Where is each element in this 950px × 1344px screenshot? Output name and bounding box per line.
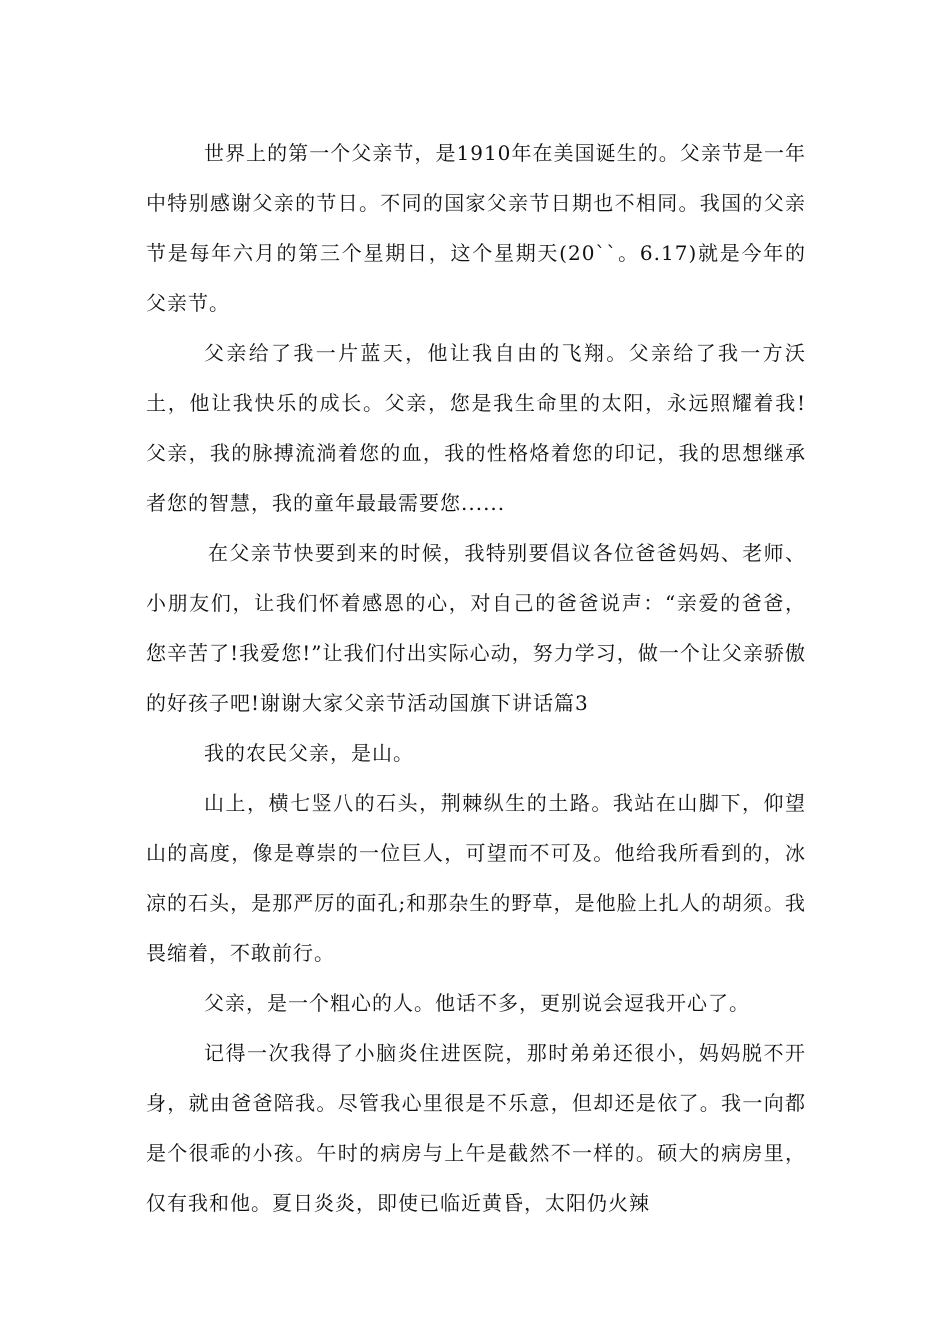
paragraph-initiative: 在父亲节快要到来的时候，我特别要倡议各位爸爸妈妈、老师、小朋友们，让我们怀着感恩的心，对自己的爸爸说声：“亲爱的爸爸，您辛苦了!我爱您!”让我们付出实际心动，努力学习，做一个让父亲骄傲的好孩子吧!谢谢大家父亲节活动国旗下讲话篇3 bbox=[146, 541, 806, 715]
paragraph-father-gave-sky: 父亲给了我一片蓝天，他让我自由的飞翔。父亲给了我一方沃土，他让我快乐的成长。父亲，您是我生命里的太阳，永远照耀着我!父亲，我的脉搏流淌着您的血，我的性格烙着您的印记，我的思想继承者您的智慧，我的童年最最需要您...... bbox=[146, 341, 806, 515]
paragraph-farmer-father: 我的农民父亲，是山。 bbox=[204, 741, 414, 765]
paragraph-hospital-memory: 记得一次我得了小脑炎住进医院，那时弟弟还很小，妈妈脱不开身，就由爸爸陪我。尽管我心里很是不乐意，但却还是依了。我一向都是个很乖的小孩。午时的病房与上午是截然不一样的。硕大的病房里，仅有我和他。夏日炎炎，即使已临近黄昏，太阳仍火辣 bbox=[146, 1041, 806, 1215]
paragraph-fathers-day-origin: 世界上的第一个父亲节，是1910年在美国诞生的。父亲节是一年中特别感谢父亲的节日。不同的国家父亲节日期也不相同。我国的父亲节是每年六月的第三个星期日，这个星期天(20``。6.17)就是今年的父亲节。 bbox=[146, 141, 806, 315]
paragraph-careless-father: 父亲，是一个粗心的人。他话不多，更别说会逗我开心了。 bbox=[204, 991, 750, 1015]
paragraph-mountain: 山上，横七竖八的石头，荆棘纵生的土路。我站在山脚下，仰望山的高度，像是尊崇的一位巨人，可望而不可及。他给我所看到的，冰凉的石头，是那严厉的面孔;和那杂生的野草，是他脸上扎人的胡须。我畏缩着，不敢前行。 bbox=[146, 791, 806, 965]
document-body bbox=[146, 128, 806, 1228]
